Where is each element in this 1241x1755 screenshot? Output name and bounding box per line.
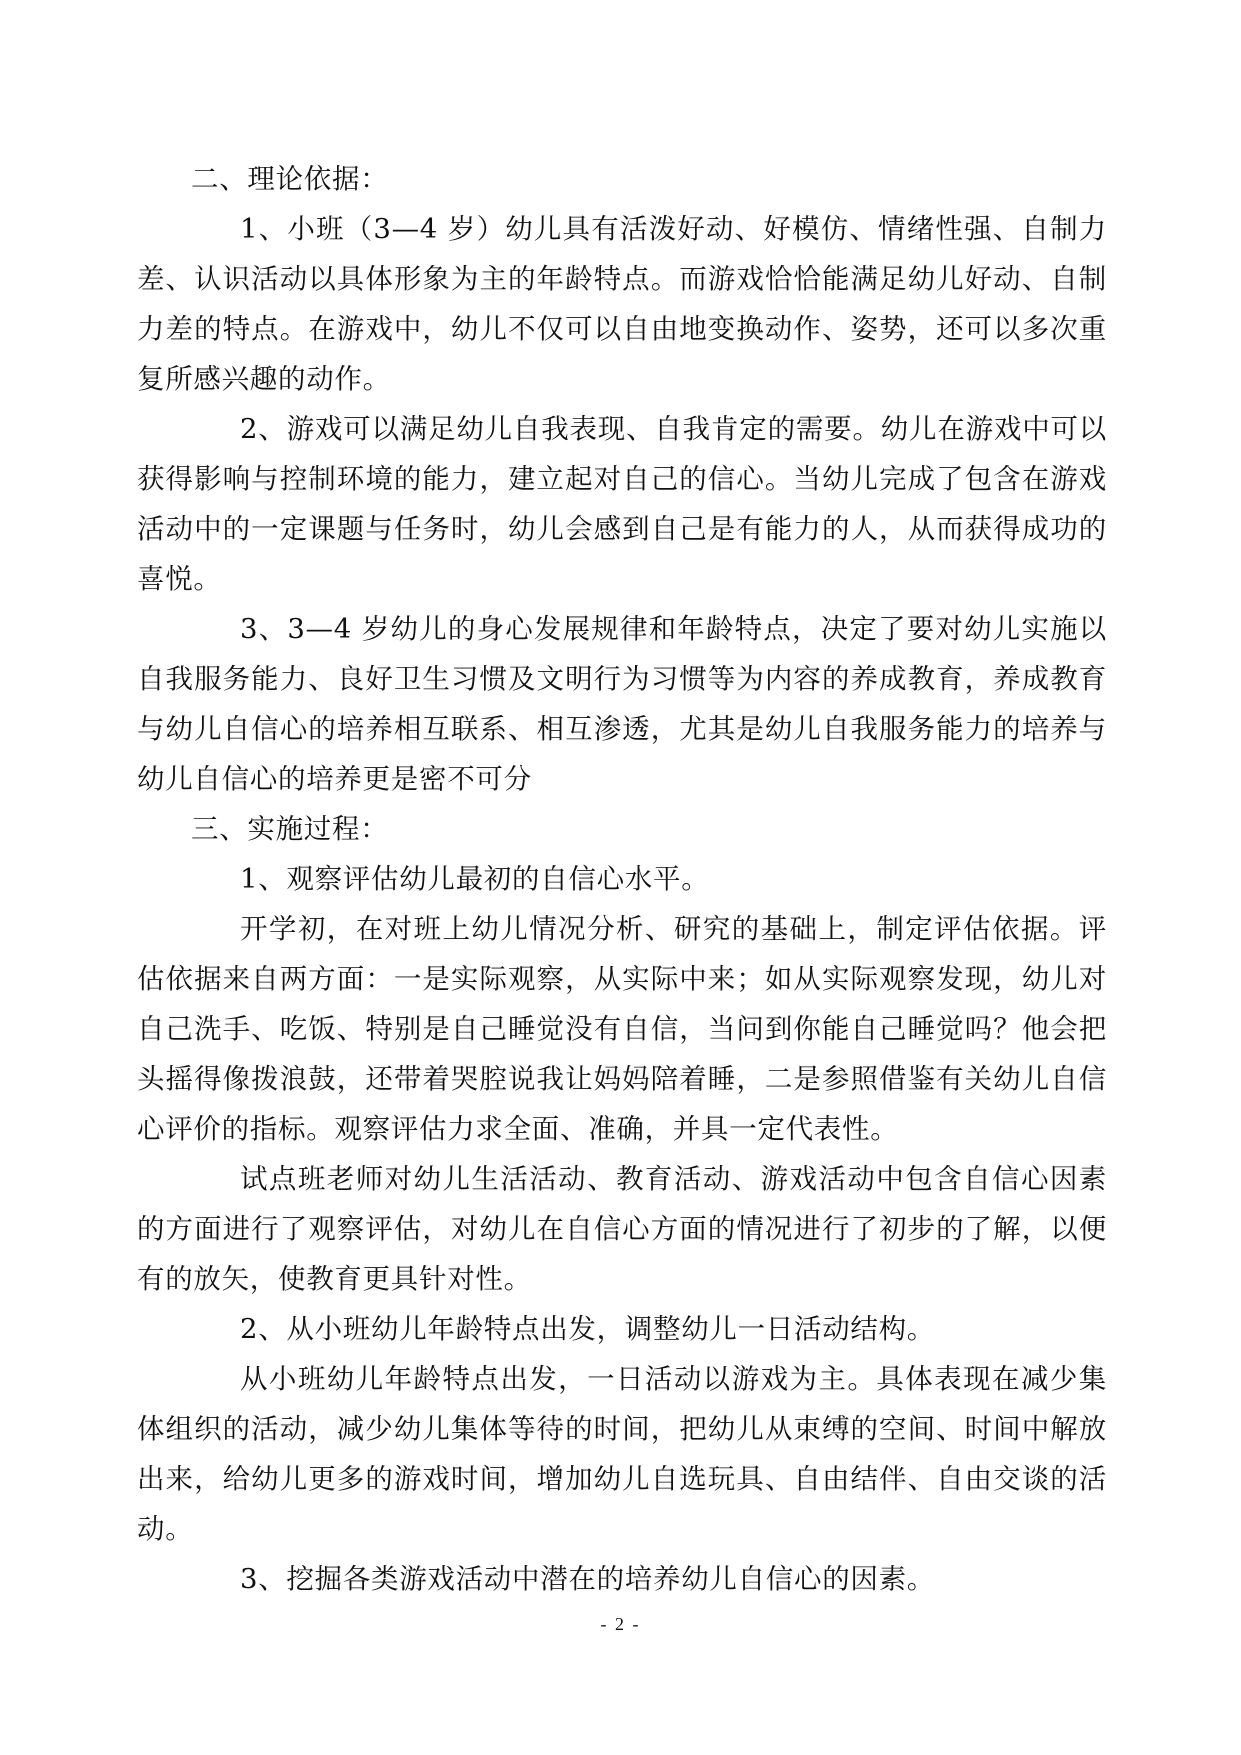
paragraph-implementation-1a: 开学初，在对班上幼儿情况分析、研究的基础上，制定评估依据。评估依据来自两方面：一是实际观察，从实际中来；如从实际观察发现，幼儿对自己洗手、吃饭、特别是自己睡觉没有自信，当问到你能自己睡觉吗？他会把头摇得像拨浪鼓，还带着哭腔说我让妈妈陪着睡，二是参照借鉴有关幼儿自信心评价的指标。观察评估力求全面、准确，并具一定代表性。 [137, 913, 1107, 1145]
paragraph-theory-1: 1、小班（3—4 岁）幼儿具有活泼好动、好模仿、情绪性强、自制力差、认识活动以具体形象为主的年龄特点。而游戏恰恰能满足幼儿好动、自制力差的特点。在游戏中，幼儿不仅可以自由地变换动作、姿势，还可以多次重复所感兴趣的动作。 [137, 213, 1107, 395]
paragraph-implementation-1b: 试点班老师对幼儿生活活动、教育活动、游戏活动中包含自信心因素的方面进行了观察评估，对幼儿在自信心方面的情况进行了初步的了解，以便有的放矢，使教育更具针对性。 [137, 1163, 1107, 1295]
section-heading-implementation: 三、实施过程： [191, 813, 389, 845]
subheading-implementation-2: 2、从小班幼儿年龄特点出发，调整幼儿一日活动结构。 [240, 1313, 935, 1345]
document-body [137, 154, 1107, 1604]
paragraph-theory-3: 3、3—4 岁幼儿的身心发展规律和年龄特点，决定了要对幼儿实施以自我服务能力、良好卫生习惯及文明行为习惯等为内容的养成教育，养成教育与幼儿自信心的培养相互联系、相互渗透，尤其是幼儿自我服务能力的培养与幼儿自信心的培养更是密不可分 [137, 613, 1107, 795]
subheading-implementation-3: 3、挖掘各类游戏活动中潜在的培养幼儿自信心的因素。 [240, 1563, 935, 1595]
section-heading-theory: 二、理论依据： [191, 163, 389, 195]
page-number: - 2 - [600, 1614, 641, 1634]
paragraph-implementation-2: 从小班幼儿年龄特点出发，一日活动以游戏为主。具体表现在减少集体组织的活动，减少幼儿集体等待的时间，把幼儿从束缚的空间、时间中解放出来，给幼儿更多的游戏时间，增加幼儿自选玩具、自由结伴、自由交谈的活动。 [137, 1363, 1107, 1545]
subheading-implementation-1: 1、观察评估幼儿最初的自信心水平。 [240, 863, 710, 895]
paragraph-theory-2: 2、游戏可以满足幼儿自我表现、自我肯定的需要。幼儿在游戏中可以获得影响与控制环境的能力，建立起对自己的信心。当幼儿完成了包含在游戏活动中的一定课题与任务时，幼儿会感到自己是有能力的人，从而获得成功的喜悦。 [137, 413, 1107, 595]
